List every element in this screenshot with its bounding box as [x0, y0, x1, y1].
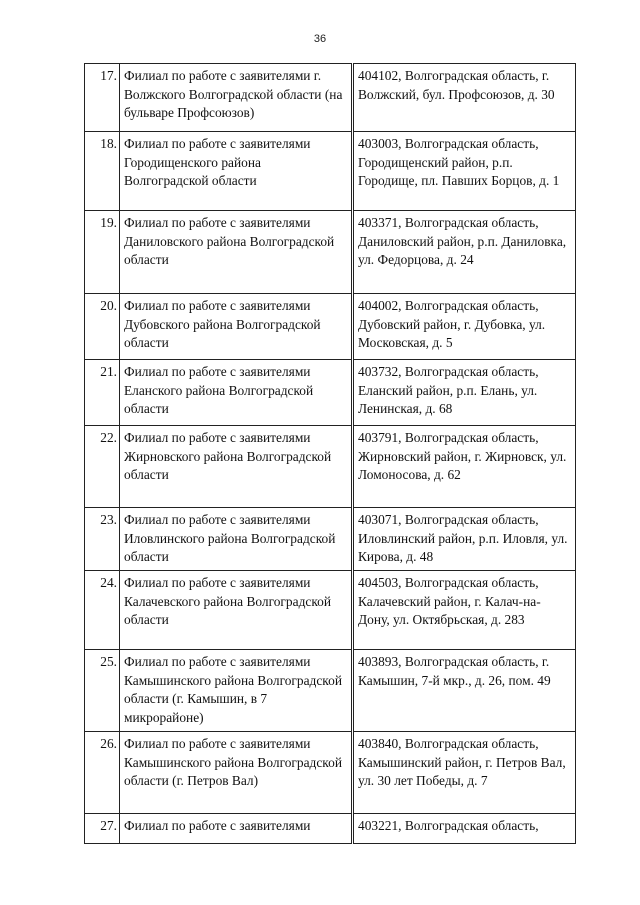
branch-address: 404002, Волгоградская область, Дубовский район, г. Дубовка, ул. Московская, д. 5: [353, 294, 576, 360]
branch-name: Филиал по работе с заявителями Иловлинского района Волгоградской области: [120, 508, 353, 571]
page-number: 36: [313, 33, 327, 45]
branch-address: 404503, Волгоградская область, Калачевский район, г. Калач-на-Дону, ул. Октябрьская, д. 283: [353, 571, 576, 650]
table-row: [85, 132, 576, 211]
branch-address: 404102, Волгоградская область, г. Волжский, бул. Профсоюзов, д. 30: [353, 64, 576, 132]
row-number: 20.: [85, 294, 120, 360]
row-number: 25.: [85, 650, 120, 732]
branch-name: Филиал по работе с заявителями Жирновского района Волгоградской области: [120, 426, 353, 508]
table-row: [85, 294, 576, 360]
branch-name: Филиал по работе с заявителями Даниловского района Волгоградской области: [120, 211, 353, 294]
row-number: 27.: [85, 814, 120, 844]
branch-name: Филиал по работе с заявителями Городищенского района Волгоградской области: [120, 132, 353, 211]
table-row: [85, 650, 576, 732]
branch-name: Филиал по работе с заявителями Камышинского района Волгоградской области (г. Петров Вал): [120, 732, 353, 814]
branch-address: 403071, Волгоградская область, Иловлинский район, р.п. Иловля, ул. Кирова, д. 48: [353, 508, 576, 571]
row-number: 23.: [85, 508, 120, 571]
table-row: [85, 814, 576, 844]
branch-address: 403791, Волгоградская область, Жирновский район, г. Жирновск, ул. Ломоносова, д. 62: [353, 426, 576, 508]
row-number: 18.: [85, 132, 120, 211]
table-row: [85, 211, 576, 294]
row-number: 26.: [85, 732, 120, 814]
branches-table: [84, 63, 576, 844]
table-body: [85, 64, 576, 844]
row-number: 19.: [85, 211, 120, 294]
branch-address: 403003, Волгоградская область, Городищенский район, р.п. Городище, пл. Павших Борцов, д. 1: [353, 132, 576, 211]
table-row: [85, 360, 576, 426]
table-row: [85, 426, 576, 508]
branch-name: Филиал по работе с заявителями Еланского района Волгоградской области: [120, 360, 353, 426]
branch-address: 403371, Волгоградская область, Даниловский район, р.п. Даниловка, ул. Федорцова, д. 24: [353, 211, 576, 294]
branch-name: Филиал по работе с заявителями г. Волжского Волгоградской области (на бульваре Профсоюзов): [120, 64, 353, 132]
branch-name: Филиал по работе с заявителями Камышинского района Волгоградской области (г. Камышин, в 7 микрорайоне): [120, 650, 353, 732]
row-number: 22.: [85, 426, 120, 508]
branch-address: 403221, Волгоградская область,: [353, 814, 576, 844]
branch-address: 403732, Волгоградская область, Еланский район, р.п. Елань, ул. Ленинская, д. 68: [353, 360, 576, 426]
row-number: 21.: [85, 360, 120, 426]
row-number: 24.: [85, 571, 120, 650]
row-number: 17.: [85, 64, 120, 132]
branch-name: Филиал по работе с заявителями Дубовского района Волгоградской области: [120, 294, 353, 360]
table-row: [85, 508, 576, 571]
table-row: [85, 571, 576, 650]
table-row: [85, 732, 576, 814]
branch-address: 403893, Волгоградская область, г. Камышин, 7-й мкр., д. 26, пом. 49: [353, 650, 576, 732]
branch-name: Филиал по работе с заявителями Калачевского района Волгоградской области: [120, 571, 353, 650]
branch-address: 403840, Волгоградская область, Камышинский район, г. Петров Вал, ул. 30 лет Победы, д. 7: [353, 732, 576, 814]
branch-name: Филиал по работе с заявителями: [120, 814, 353, 844]
table-row: [85, 64, 576, 132]
